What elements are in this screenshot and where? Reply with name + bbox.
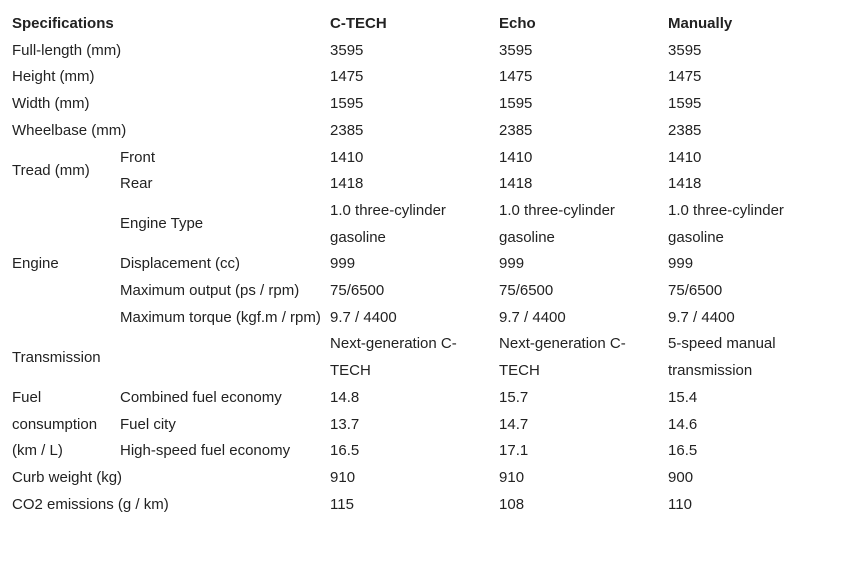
row-sublabel: Displacement (cc) (120, 255, 241, 273)
table-row-wheelbase (6, 118, 826, 145)
table-header-row (6, 11, 826, 38)
cell-echo: 2385 (499, 121, 533, 139)
cell-c-tech: Next-generation C-TECH (330, 335, 457, 380)
table-row-transmission (6, 331, 826, 384)
cell-manually: 14.6 (668, 415, 698, 433)
table-row-curb-weight (6, 465, 826, 492)
table-row-max-output (6, 278, 826, 305)
cell-c-tech: 9.7 / 4400 (330, 308, 397, 326)
cell-echo: 75/6500 (499, 282, 554, 300)
cell-manually: 3595 (668, 41, 702, 59)
row-label: Height (mm) (12, 68, 95, 86)
group-label-fuel: Fuel consumption (km / L) (12, 388, 98, 460)
table-row-fuel-highway (6, 438, 826, 465)
cell-c-tech: 13.7 (330, 415, 360, 433)
cell-manually: 1595 (668, 95, 702, 113)
table-row-fuel-combined (6, 385, 826, 412)
header-specifications: Specifications (12, 15, 114, 32)
cell-manually: 110 (668, 495, 692, 513)
cell-c-tech: 999 (330, 255, 356, 273)
row-label: Curb weight (kg) (12, 468, 123, 486)
cell-c-tech: 3595 (330, 41, 364, 59)
table-row-co2 (6, 492, 826, 519)
row-label: Full-length (mm) (12, 41, 122, 59)
specifications-table (6, 11, 826, 518)
cell-manually: 1418 (668, 175, 702, 193)
cell-c-tech: 1595 (330, 95, 364, 113)
table-row-max-torque (6, 305, 826, 332)
cell-c-tech: 1.0 three-cylinder gasoline (330, 201, 446, 246)
cell-echo: 1410 (499, 148, 533, 166)
cell-c-tech: 14.8 (330, 388, 360, 406)
cell-echo: 910 (499, 468, 525, 486)
row-sublabel: Fuel city (120, 415, 176, 433)
cell-echo: Next-generation C-TECH (499, 335, 626, 380)
table-row-height (6, 64, 826, 91)
group-label-tread: Tread (mm) (12, 161, 90, 179)
cell-echo: 999 (499, 255, 525, 273)
cell-echo: 17.1 (499, 442, 529, 460)
table-row-fuel-city (6, 412, 826, 439)
cell-manually: 75/6500 (668, 282, 723, 300)
cell-c-tech: 115 (330, 495, 354, 513)
cell-manually: 15.4 (668, 388, 698, 406)
row-sublabel: Maximum torque (kgf.m / rpm) (120, 308, 321, 326)
table-row-tread-front (6, 145, 826, 172)
cell-manually: 9.7 / 4400 (668, 308, 735, 326)
row-sublabel: Engine Type (120, 215, 204, 233)
row-label: Width (mm) (12, 95, 90, 113)
cell-c-tech: 1418 (330, 175, 364, 193)
cell-c-tech: 910 (330, 468, 356, 486)
cell-echo: 108 (499, 495, 525, 513)
table-row-width (6, 91, 826, 118)
cell-manually: 1475 (668, 68, 702, 86)
cell-manually: 1410 (668, 148, 702, 166)
cell-c-tech: 1475 (330, 68, 364, 86)
group-label-engine: Engine (12, 255, 59, 273)
row-sublabel: Rear (120, 175, 153, 193)
row-sublabel: Combined fuel economy (120, 388, 282, 406)
row-label: CO2 emissions (g / km) (12, 495, 169, 513)
cell-c-tech: 75/6500 (330, 282, 385, 300)
row-sublabel: High-speed fuel economy (120, 442, 291, 460)
cell-echo: 14.7 (499, 415, 529, 433)
cell-echo: 1418 (499, 175, 533, 193)
cell-echo: 3595 (499, 41, 533, 59)
row-sublabel: Front (120, 148, 156, 166)
row-label: Wheelbase (mm) (12, 121, 127, 139)
table-row-full-length (6, 38, 826, 65)
cell-manually: 2385 (668, 121, 702, 139)
cell-c-tech: 2385 (330, 121, 364, 139)
cell-echo: 1595 (499, 95, 533, 113)
cell-c-tech: 16.5 (330, 442, 360, 460)
table-row-engine-type (6, 198, 826, 251)
cell-echo: 9.7 / 4400 (499, 308, 566, 326)
row-label: Transmission (12, 348, 101, 366)
header-echo: Echo (499, 15, 536, 32)
header-manually: Manually (668, 15, 733, 32)
cell-echo: 1475 (499, 68, 533, 86)
cell-echo: 1.0 three-cylinder gasoline (499, 201, 615, 246)
table-row-displacement (6, 251, 826, 278)
cell-manually: 1.0 three-cylinder gasoline (668, 201, 784, 246)
cell-manually: 5-speed manual transmission (668, 335, 776, 380)
cell-c-tech: 1410 (330, 148, 364, 166)
row-sublabel: Maximum output (ps / rpm) (120, 282, 300, 300)
cell-manually: 16.5 (668, 442, 698, 460)
cell-manually: 999 (668, 255, 694, 273)
table-row-tread-rear (6, 171, 826, 198)
cell-manually: 900 (668, 468, 694, 486)
cell-echo: 15.7 (499, 388, 529, 406)
header-c-tech: C-TECH (330, 15, 387, 32)
